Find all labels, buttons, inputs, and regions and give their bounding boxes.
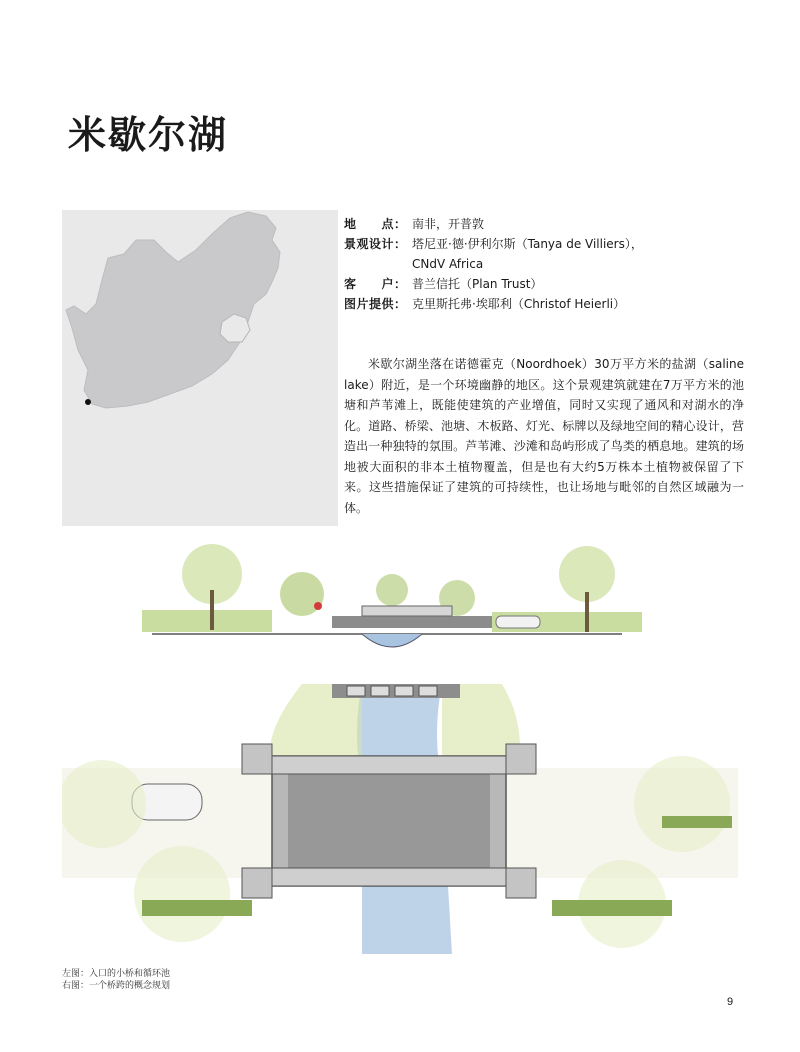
location-value: 南非，开普敦	[412, 217, 485, 231]
bridge-sketch-drawing	[62, 534, 738, 954]
page-title: 米歇尔湖	[68, 113, 229, 157]
photo-value: 克里斯托弗·埃耶利（Christof Heierli）	[412, 297, 626, 311]
caption-right: 右图：一个桥跨的概念规划	[62, 981, 171, 991]
caption-left: 左图：入口的小桥和循环池	[62, 969, 171, 979]
designer-value-cont: CNdV Africa	[412, 257, 484, 271]
client-label: 客 户：	[344, 277, 406, 291]
location-map	[62, 210, 338, 526]
south-africa-map	[62, 210, 338, 526]
cape-town-marker	[85, 399, 91, 405]
project-info	[344, 214, 744, 314]
bridge-sketch	[62, 534, 738, 954]
designer-label: 景观设计：	[344, 237, 406, 251]
designer-value: 塔尼亚·德·伊利尔斯（Tanya de Villiers），	[412, 237, 643, 251]
elevation-section	[142, 544, 642, 647]
client-value: 普兰信托（Plan Trust）	[412, 277, 543, 291]
page-number: 9	[727, 996, 734, 1008]
plan-section	[62, 684, 738, 954]
photo-label: 图片提供：	[344, 297, 406, 311]
location-label: 地 点：	[344, 217, 406, 231]
figure-caption	[62, 968, 170, 992]
body-paragraph: 米歇尔湖坐落在诺德霍克（Noordhoek）30万平方米的盐湖（saline lake）附近，是一个环境幽静的地区。这个景观建筑就建在7万平方米的池塘和芦苇滩上，既能使建筑的产业增值，同时又实现了通风和对湖水的净化。道路、桥梁、池塘、木板路、灯光、标牌以及绿地空间的精心设计，营造出一种独特的氛围。芦苇滩、沙滩和岛屿形成了鸟类的栖息地。建筑的场地被大面积的非本土植物覆盖，但是也有大约5万株本土植物被保留了下来。这些措施保证了建筑的可持续性，也让场地与毗邻的自然区域融为一体。	[344, 357, 744, 515]
